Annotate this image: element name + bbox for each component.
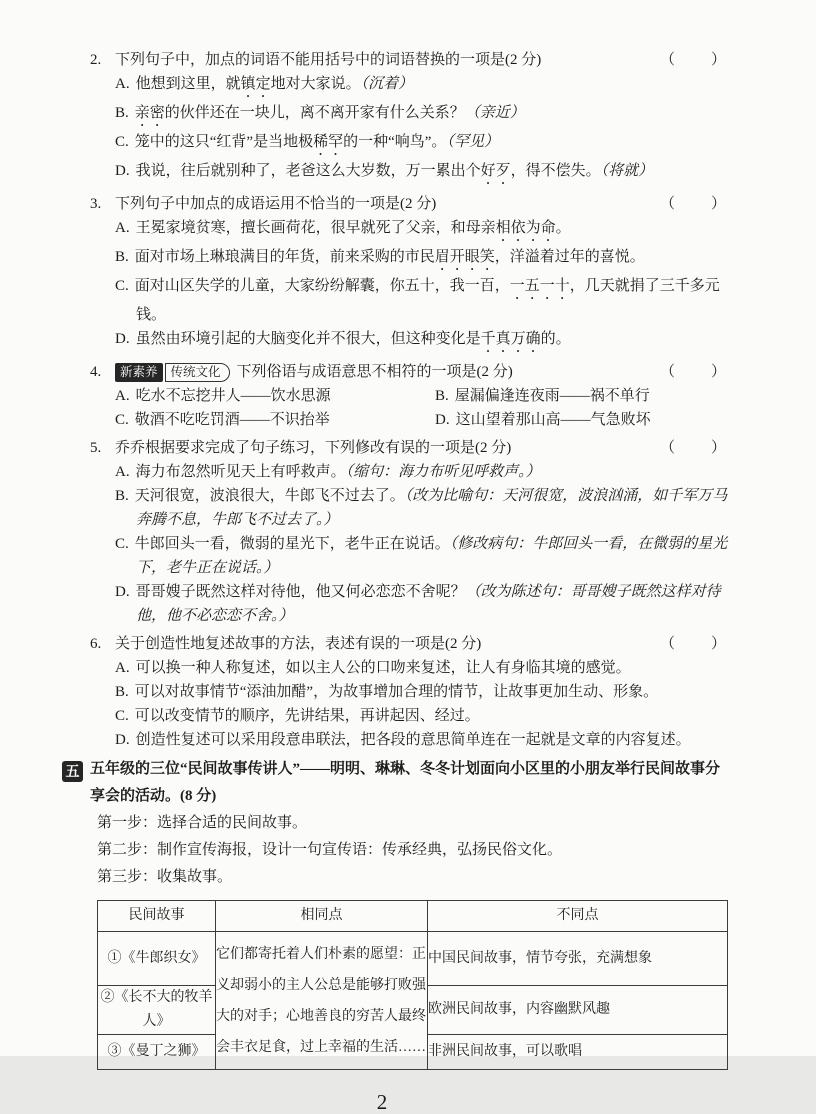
header-similarities: 相同点: [216, 901, 428, 932]
question-3: [90, 192, 728, 356]
option-letter: B.: [115, 105, 129, 121]
question-title: 乔乔根据要求完成了句子练习，下列修改有误的一项是(2 分): [115, 440, 512, 456]
option-letter: A.: [115, 220, 130, 236]
question-2-head: [90, 48, 728, 72]
option-b: B. 亲密的伙伴还在一块儿，离不离开家有什么关系？（亲近）: [115, 105, 525, 121]
header-folk-story: 民间故事: [98, 901, 216, 932]
section-intro-text: 五年级的三位“民间故事传讲人”——明明、琳琳、冬冬计划面向小区里的小朋友举行民间故事分享会的活动。(8 分): [90, 761, 721, 804]
option-letter: D.: [115, 163, 130, 179]
option-letter: C.: [115, 134, 129, 150]
option-a: A. 王冕家境贫寒，擅长画荷花，很早就死了父亲，和母亲相依为命。: [115, 220, 571, 236]
option-letter: D.: [435, 412, 450, 428]
option-b: B. 天河很宽，波浪很大，牛郎飞不过去了。（改为比喻句：天河很宽，波浪汹涌，如千军万马奔腾不息，牛郎飞不过去了。）: [115, 488, 728, 528]
option-letter: B.: [115, 488, 129, 504]
option-letter: B.: [115, 249, 129, 265]
option-a: A. 他想到这里，就镇定地对大家说。（沉着）: [115, 76, 414, 92]
question-6: [90, 632, 728, 752]
story-2: ②《长不大的牧羊人》: [98, 986, 216, 1035]
question-4: [90, 360, 728, 432]
question-2: [90, 48, 728, 188]
question-5: [90, 436, 728, 628]
option-b: B. 面对市场上琳琅满目的年货，前来采购的市民眉开眼笑，洋溢着过年的喜悦。: [115, 249, 645, 265]
question-number: 3.: [90, 196, 102, 212]
option-d: D. 虽然由环境引起的大脑变化并不很大，但这种变化是千真万确的。: [115, 331, 571, 347]
question-6-head: [90, 632, 728, 656]
option-letter: C.: [115, 536, 129, 552]
question-5-head: [90, 436, 728, 460]
section-number-badge: 五: [62, 761, 83, 782]
question-title: 下列句子中，加点的词语不能用括号中的词语替换的一项是(2 分): [115, 52, 542, 68]
question-number: 6.: [90, 636, 102, 652]
option-letter: B.: [115, 684, 129, 700]
step-1: 第一步：选择合适的民间故事。: [97, 815, 308, 831]
question-number: 2.: [90, 52, 102, 68]
question-3-head: [90, 192, 728, 216]
folk-story-table: [97, 900, 728, 1070]
question-3-options: [115, 216, 728, 356]
question-title: 下列句子中加点的成语运用不恰当的一项是(2 分): [115, 196, 437, 212]
option-d: D. 这山望着那山高——气急败坏: [435, 412, 651, 428]
traditional-culture-badge: 传统文化: [165, 363, 230, 382]
question-title: 关于创造性地复述故事的方法，表述有误的一项是(2 分): [115, 636, 482, 652]
difference-1: 中国民间故事，情节夸张，充满想象: [428, 932, 728, 986]
question-6-options: [115, 656, 728, 752]
question-title: 下列俗语与成语意思不相符的一项是(2 分): [236, 364, 513, 380]
option-b: B. 可以对故事情节“添油加醋”，为故事增加合理的情节，让故事更加生动、形象。: [115, 684, 659, 700]
answer-bracket: （ ）: [659, 364, 728, 380]
header-differences: 不同点: [428, 901, 728, 932]
option-letter: A.: [115, 464, 130, 480]
story-3: ③《曼丁之狮》: [98, 1035, 216, 1070]
step-2: 第二步：制作宣传海报，设计一句宣传语：传承经典，弘扬民俗文化。: [97, 842, 563, 858]
option-c: C. 笼中的这只“红背”是当地极稀罕的一种“响鸟”。（罕见）: [115, 134, 499, 150]
option-c: C. 面对山区失学的儿童，大家纷纷解囊，你五十，我一百，一五一十，几天就捐了三千多元钱。: [115, 278, 720, 323]
story-1: ①《牛郎织女》: [98, 932, 216, 986]
question-5-options: [115, 460, 728, 628]
option-a: A. 可以换一种人称复述，如以主人公的口吻来复述，让人有身临其境的感觉。: [115, 660, 631, 676]
option-d: D. 哥哥嫂子既然这样对待他，他又何必恋恋不舍呢？（改为陈述句：哥哥嫂子既然这样对待他，他不必恋恋不舍。）: [115, 584, 721, 624]
step-3: 第三步：收集故事。: [97, 869, 233, 885]
answer-bracket: （ ）: [659, 636, 728, 652]
question-4-head: [90, 360, 728, 384]
answer-bracket: （ ）: [659, 52, 728, 68]
similarities-cell: 它们都寄托着人们朴素的愿望：正义却弱小的主人公总是能够打败强大的对手；心地善良的穷苦人最终会丰衣足食，过上幸福的生活……: [216, 932, 428, 1070]
option-letter: A.: [115, 388, 130, 404]
difference-3: 非洲民间故事，可以歌唱: [428, 1035, 728, 1070]
table-header-row: [98, 901, 728, 932]
question-4-options: [115, 384, 728, 432]
option-letter: B.: [435, 388, 449, 404]
option-a: A. 海力布忽然听见天上有呼救声。（缩句：海力布听见呼救声。）: [115, 464, 541, 480]
option-letter: C.: [115, 412, 129, 428]
answer-bracket: （ ）: [659, 196, 728, 212]
option-d: D. 创造性复述可以采用段意串联法，把各段的意思简单连在一起就是文章的内容复述。: [115, 732, 691, 748]
page-number: 2: [376, 1090, 388, 1114]
option-letter: A.: [115, 660, 130, 676]
new-literacy-badge: 新素养: [115, 363, 163, 382]
option-b: B. 屋漏偏逢连夜雨——祸不单行: [435, 388, 650, 404]
option-letter: D.: [115, 331, 130, 347]
table-row: [98, 932, 728, 986]
option-letter: C.: [115, 278, 129, 294]
option-c: C. 敬酒不吃吃罚酒——不识抬举: [115, 412, 330, 428]
section-5-intro: [62, 756, 728, 810]
option-c: C. 可以改变情节的顺序，先讲结果，再讲起因、经过。: [115, 708, 480, 724]
question-number: 4.: [90, 364, 102, 380]
option-d: D. 我说，往后就别种了，老爸这么大岁数，万一累出个好歹，得不偿失。（将就）: [115, 163, 654, 179]
section-5-steps: [97, 810, 728, 891]
option-letter: A.: [115, 76, 130, 92]
question-2-options: [115, 72, 728, 188]
option-letter: D.: [115, 584, 130, 600]
option-letter: C.: [115, 708, 129, 724]
answer-bracket: （ ）: [659, 440, 728, 456]
option-letter: D.: [115, 732, 130, 748]
option-c: C. 牛郎回头一看，微弱的星光下，老牛正在说话。（修改病句：牛郎回头一看，在微弱的星光下，老牛正在说话。）: [115, 536, 728, 576]
difference-2: 欧洲民间故事，内容幽默风趣: [428, 986, 728, 1035]
option-a: A. 吃水不忘挖井人——饮水思源: [115, 388, 331, 404]
question-number: 5.: [90, 440, 102, 456]
